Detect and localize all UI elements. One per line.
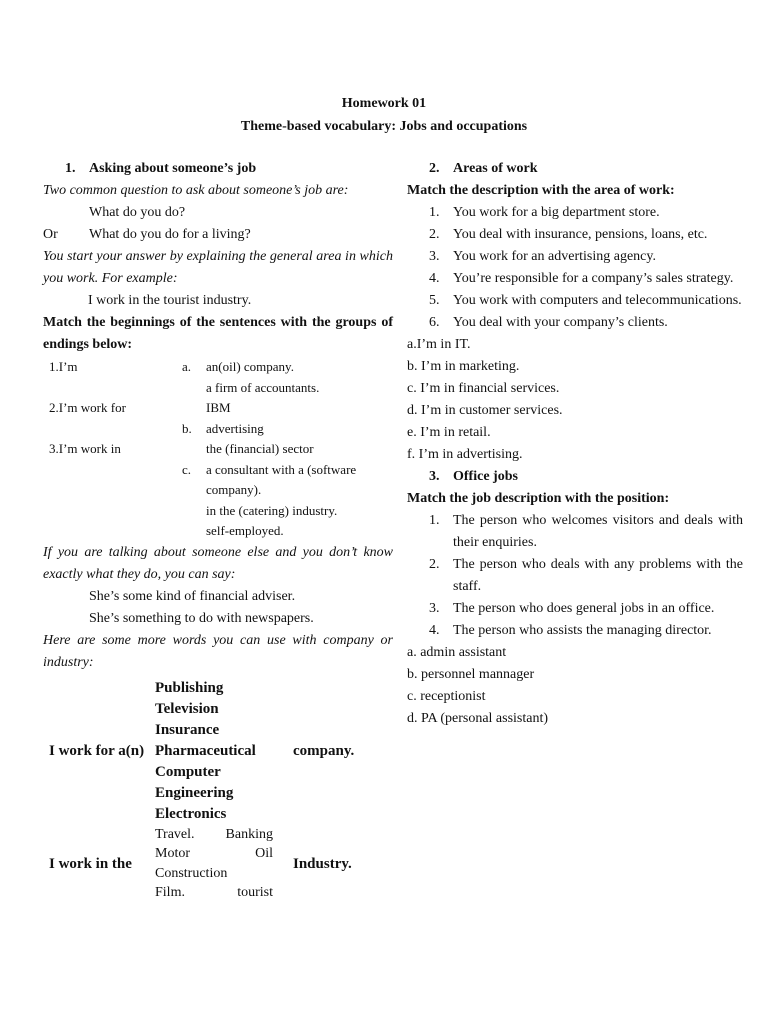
industry-word: Film. <box>155 885 185 900</box>
section-2-number: 2. <box>429 161 440 176</box>
list-text: You deal with insurance, pensions, loans, etc. <box>453 227 708 242</box>
area-answer: d. I’m in customer services. <box>407 403 563 418</box>
page-header <box>0 92 768 138</box>
job-item <box>407 598 743 620</box>
position-item: b. personnel mannager <box>407 667 535 682</box>
company-row <box>43 678 393 825</box>
list-number: 3. <box>429 249 440 264</box>
section-1-title: Asking about someone’s job <box>89 161 257 176</box>
say-example-2: She’s something to do with newspapers. <box>89 610 314 626</box>
list-number: 4. <box>429 623 440 638</box>
match-letter <box>182 378 206 399</box>
industry-word: tourist <box>237 885 273 900</box>
list-text: You work for an advertising agency. <box>453 249 656 264</box>
match-start <box>43 460 182 501</box>
section-3-heading <box>407 466 743 488</box>
list-number: 1. <box>429 513 440 528</box>
industry-row-end: Industry. <box>293 855 352 872</box>
jobs-list <box>407 510 743 642</box>
list-number: 2. <box>429 227 440 242</box>
match-letter <box>182 521 206 542</box>
positions-list <box>407 642 743 730</box>
explain-text: You start your answer by explaining the general area in which you work. For example: <box>43 249 393 286</box>
areas-list <box>407 202 743 334</box>
area-item <box>407 290 743 312</box>
area-answer: b. I’m in marketing. <box>407 359 520 374</box>
area-answer: e. I’m in retail. <box>407 425 491 440</box>
match-row <box>43 419 393 440</box>
area-item <box>407 202 743 224</box>
question-1: What do you do? <box>89 205 186 220</box>
page-title: Homework 01 <box>341 96 427 111</box>
section-1-number: 1. <box>65 161 76 176</box>
area-answer: c. I’m in financial services. <box>407 381 560 396</box>
match-letter <box>182 439 206 460</box>
company-word: Engineering <box>155 784 234 801</box>
section-1-heading <box>43 158 393 180</box>
right-column <box>407 158 743 730</box>
match-start <box>43 521 182 542</box>
position-item: c. receptionist <box>407 689 486 704</box>
section-3-instruction: Match the job description with the position: <box>407 491 670 506</box>
match-ending: in the (catering) industry. <box>206 502 338 518</box>
list-text: You work with computers and telecommunications. <box>453 293 742 308</box>
page-subtitle: Theme-based vocabulary: Jobs and occupations <box>240 119 528 134</box>
list-number: 4. <box>429 271 440 286</box>
match-letter <box>182 501 206 522</box>
match-letter: b. <box>182 420 192 436</box>
section-2-instruction: Match the description with the area of work: <box>407 183 675 198</box>
job-item <box>407 554 743 598</box>
match-ending: a consultant with a (software company). <box>206 461 357 497</box>
industry-word: Banking <box>225 826 273 842</box>
area-item <box>407 224 743 246</box>
match-row <box>43 439 393 460</box>
position-item: d. PA (personal assistant) <box>407 711 549 726</box>
someone-else-text: If you are talking about someone else and you don’t know exactly what they do, you can say: <box>43 544 393 582</box>
company-word: Computer <box>155 763 221 780</box>
company-row-end: company. <box>293 743 355 759</box>
match-row <box>43 378 393 399</box>
list-number: 3. <box>429 601 440 616</box>
company-row-start: I work for a(n) <box>49 743 145 759</box>
area-item <box>407 246 743 268</box>
match-row <box>43 460 393 501</box>
match-letter: c. <box>182 461 192 477</box>
match-row <box>43 521 393 542</box>
match-start <box>43 501 182 522</box>
industry-row-start: I work in the <box>49 855 132 872</box>
match-ending: an(oil) company. <box>206 359 294 374</box>
match-row <box>43 501 393 522</box>
match-start <box>43 419 182 440</box>
area-item <box>407 268 743 290</box>
match-letter <box>182 398 206 419</box>
section-3-title: Office jobs <box>453 469 518 484</box>
industry-word-pair <box>155 825 273 845</box>
list-text: The person who welcomes visitors and deals with their enquiries. <box>453 513 743 550</box>
list-number: 1. <box>429 205 440 220</box>
list-text: The person who does general jobs in an office. <box>453 601 715 616</box>
industry-word: Motor <box>155 846 190 861</box>
industry-word-pair <box>155 864 273 884</box>
company-word: Publishing <box>155 679 224 696</box>
list-text: The person who assists the managing director. <box>453 623 712 638</box>
intro-text: Two common question to ask about someone’s job are: <box>43 183 349 198</box>
match-row <box>43 398 393 419</box>
match-ending: a firm of accountants. <box>206 379 320 395</box>
match-start: 1.I’m <box>49 359 78 374</box>
list-text: You work for a big department store. <box>453 205 660 220</box>
area-answer: f. I’m in advertising. <box>407 447 523 462</box>
industry-word: Construction <box>155 865 228 881</box>
company-word: Insurance <box>155 721 220 738</box>
words-table <box>43 678 393 903</box>
area-answers <box>407 334 743 466</box>
match-start <box>43 378 182 399</box>
example-text: I work in the tourist industry. <box>88 293 252 308</box>
match-ending: IBM <box>206 400 231 415</box>
match-instruction: Match the beginnings of the sentences with the groups of endings below: <box>43 315 393 352</box>
question-2: What do you do for a living? <box>89 227 251 242</box>
match-ending: the (financial) sector <box>206 441 314 456</box>
question-2-row <box>43 224 393 246</box>
say-example-1: She’s some kind of financial adviser. <box>89 588 296 604</box>
company-word-list <box>155 678 287 825</box>
list-text: The person who deals with any problems with the staff. <box>453 557 743 594</box>
list-text: You’re responsible for a company’s sales strategy. <box>453 271 734 286</box>
area-answer: a.I’m in IT. <box>407 337 471 352</box>
position-item: a. admin assistant <box>407 645 507 660</box>
industry-row <box>43 825 393 903</box>
industry-word: Travel. <box>155 826 195 842</box>
or-word: Or <box>43 227 58 242</box>
section-3-number: 3. <box>429 469 440 484</box>
list-text: You deal with your company’s clients. <box>453 315 668 330</box>
section-2-heading <box>407 158 743 180</box>
match-letter: a. <box>182 359 192 374</box>
match-ending: advertising <box>206 420 264 436</box>
match-table <box>43 357 393 542</box>
company-word: Television <box>155 700 219 717</box>
company-word: Pharmaceutical <box>155 742 256 759</box>
company-word: Electronics <box>155 805 227 822</box>
industry-word-list <box>155 825 287 903</box>
match-ending: self-employed. <box>206 523 284 538</box>
job-item <box>407 620 743 642</box>
left-column <box>43 158 393 903</box>
match-start: 3.I’m work in <box>49 441 121 456</box>
more-words-text: Here are some more words you can use with company or industry: <box>43 632 393 670</box>
match-row <box>43 357 393 378</box>
job-item <box>407 510 743 554</box>
match-start: 2.I’m work for <box>49 400 126 415</box>
industry-word-pair <box>155 883 273 903</box>
section-2-title: Areas of work <box>453 161 538 176</box>
industry-word-pair <box>155 844 273 864</box>
industry-word: Oil <box>255 846 273 861</box>
list-number: 5. <box>429 293 440 308</box>
list-number: 2. <box>429 557 440 572</box>
area-item <box>407 312 743 334</box>
list-number: 6. <box>429 315 440 330</box>
